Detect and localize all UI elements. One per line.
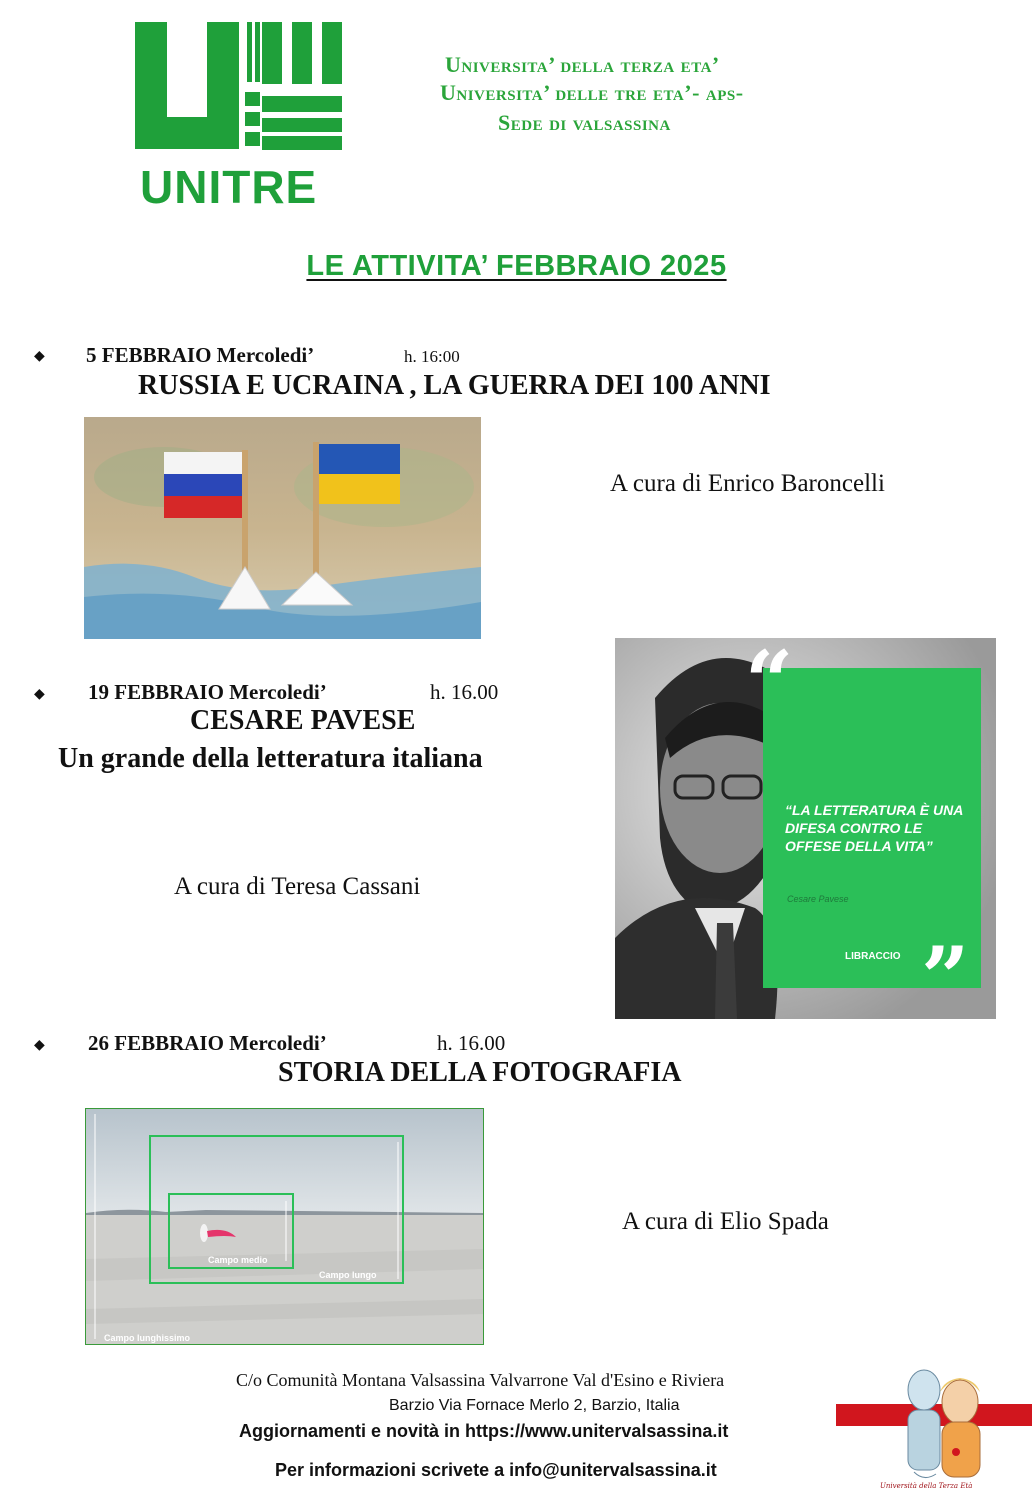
footer-updates-link[interactable]: Aggiornamenti e novità in https://www.unitervalsassina.it [239,1421,729,1441]
label-campo-lunghissimo: Campo lunghissimo [104,1333,191,1343]
org-line-1: Universita’ della terza eta’ [445,52,720,77]
quote-line-2: DIFESA CONTRO LE [785,820,923,836]
event-2-title: CESARE PAVESE [190,705,416,736]
event-1-date: 5 FEBBRAIO Mercoledi’ [86,343,315,367]
page-title-wrap [0,250,1033,283]
page-title: LE ATTIVITA’ FEBBRAIO 2025 [306,250,727,282]
unitre-logo-mark [135,22,260,152]
terza-eta-badge [836,1352,1032,1494]
unitre-logo-bars [262,22,352,152]
footer-info-email[interactable]: Per informazioni scrivete a info@unitervalsassina.it [275,1460,717,1480]
event-3-date: 26 FEBBRAIO Mercoledi’ [88,1031,327,1055]
quote-text [785,801,963,855]
salt-flat-photo [86,1109,484,1345]
bullet-icon: ◆ [34,1038,45,1053]
bullet-icon: ◆ [34,687,45,702]
photo-framing-image [85,1108,484,1345]
footer-address-1: C/o Comunità Montana Valsassina Valvarrone Val d'Esino e Riviera [236,1370,725,1390]
org-line-2: Universita’ delle tre eta’- aps- [440,80,744,105]
event-1-curator: A cura di Enrico Baroncelli [610,470,885,497]
quote-author: Cesare Pavese [787,894,849,904]
footer-address-2: Barzio Via Fornace Merlo 2, Barzio, Italia [389,1397,680,1414]
label-campo-medio: Campo medio [208,1255,268,1265]
event-1-title: RUSSIA E UCRAINA , LA GUERRA DEI 100 ANNI [138,370,771,401]
event-2-hour: h. 16.00 [430,680,499,704]
event-3-hour: h. 16.00 [437,1031,506,1055]
label-campo-lungo: Campo lungo [319,1270,377,1280]
bullet-icon: ◆ [34,349,45,364]
event-1-hour: h. 16:00 [404,347,460,366]
pavese-quote-card [615,638,996,1019]
org-line-3: Sede di valsassina [498,110,671,135]
badge-caption: Università della Terza Età [880,1482,973,1490]
elderly-couple-illustration [836,1352,1032,1494]
event-2-date: 19 FEBBRAIO Mercoledi’ [88,680,327,704]
libraccio-brand: LIBRACCIO [845,951,901,962]
quote-line-3: OFFESE DELLA VITA” [785,838,933,854]
flags-photo [84,417,481,639]
event-2-subtitle: Un grande della letteratura italiana [58,743,483,774]
logo-wordmark: UNITRE [140,161,318,213]
event-3-title: STORIA DELLA FOTOGRAFIA [278,1057,682,1088]
open-quote-icon: “ [745,638,794,731]
close-quote-icon: ” [921,928,970,1019]
quote-line-1: “LA LETTERATURA È UNA [785,802,964,818]
event-3-curator: A cura di Elio Spada [622,1208,829,1235]
event-2-curator: A cura di Teresa Cassani [174,873,421,900]
